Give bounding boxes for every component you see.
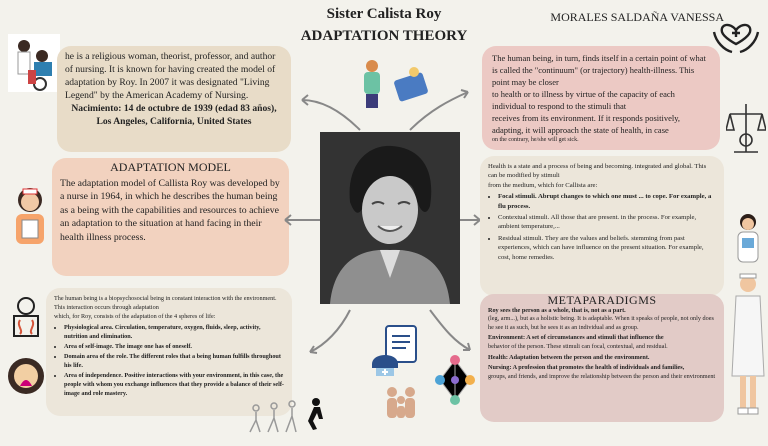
- continuum-text-2: to health or to illness by virtue of the capacity of each individual to respond to the stimuli that: [492, 89, 675, 111]
- bio-text: he is a religious woman, theorist, professor, and author of nursing. It is known for having created the model of adaptation by Roy. In 2007 it was designated "Living Legend" by the American Academy of Nursing.: [65, 51, 276, 101]
- list-item: • Physiological area. Circulation, temperature, oxygen, fluids, sleep, activity, nutrition and elimination.: [64, 323, 284, 341]
- person-statement: Roy sees the person as a whole, that is, not as a part.: [488, 306, 626, 314]
- continuum-text-3: receives from its environment. If it responds positively, adapting, it will approach the state of health, in case: [492, 113, 681, 135]
- page-subtitle: ADAPTATION THEORY: [300, 28, 468, 44]
- continuum-text-1: The human being, in turn, finds itself in a certain point of what is called the "continuum" (or trajectory) health-illness. This point may be closer: [492, 53, 706, 87]
- walking-people-icon: [244, 396, 334, 436]
- health-intro-2: from the medium, which for Callista are:: [488, 181, 598, 189]
- list-item: • Domain area of the role. The different roles that a being human fulfills throughout his life.: [64, 352, 284, 370]
- human-intro: The human being is a biopsychosocial being in constant interaction with the environment. This interaction occurs through adaptation: [54, 295, 277, 311]
- heart-hands-icon: [710, 8, 762, 54]
- metaparadigms-heading: METAPARADIGMS: [547, 294, 657, 307]
- bio-place: Los Angeles, California, United States: [96, 116, 252, 127]
- metaparadigms-card: [480, 294, 724, 422]
- nurse-icon: [8, 184, 52, 248]
- body-systems-icon: [6, 296, 46, 342]
- health-statement: Health: Adaptation between the person and the environment.: [488, 353, 650, 361]
- human-intro-2: which, for Roy, consists of the adaptation of the 4 spheres of life:: [54, 313, 216, 320]
- nurse-reading-icon: [730, 212, 766, 268]
- continuum-note: on the contrary, he/she will get sick.: [492, 137, 579, 143]
- author-name: MORALES SALDAÑA VANESSA: [550, 10, 724, 24]
- stimuli-list: [488, 192, 716, 262]
- list-item: • Residual stimuli. They are the values and beliefs. stemming from past experiences, which can have influence on the present situation. For example, cost, home remedies.: [498, 234, 716, 262]
- list-item: • Area of self-image. The image one has of oneself.: [64, 342, 284, 351]
- model-heading: ADAPTATION MODEL: [110, 160, 231, 174]
- page-title: Sister Calista Roy: [326, 6, 442, 22]
- adaptation-model-card: [52, 158, 289, 276]
- list-item: • Area of independence. Positive interactions with your environment, in this case, the people with whom you exchange influences that they provide a balance of their self-image and role mastery.: [64, 371, 284, 398]
- caregiver-illustration: [8, 34, 60, 92]
- medical-clipboard-icon: [368, 324, 422, 382]
- environment-detail: behavior of the person. These stimuli can focal, contextual, and residual.: [488, 342, 668, 350]
- model-text: The adaptation model of Callista Roy was developed by a nurse in 1964, in which he describes the human being as a being with the capabilities and resources to achieve an adaptation to the situation at hand facing in their health illness process.: [60, 177, 280, 243]
- nurse-standing-icon: [728, 272, 768, 418]
- bio-birth: Nacimiento: 14 de octubre de 1939 (edad 83 años),: [71, 103, 277, 114]
- network-people-icon: [432, 352, 478, 408]
- list-item: • Focal stimuli. Abrupt changes to which one must ... to cope. For example, a flu process.: [498, 192, 716, 211]
- list-item: • Contextual stimuli. All those that are present. in the process. For example, ambient temperature,...: [498, 213, 716, 232]
- nursing-detail: groups, and friends, and improve the relationship between the person and their environment: [488, 372, 716, 380]
- environment-statement: Environment: A set of circumstances and stimuli that influence the: [488, 334, 664, 342]
- health-stimuli-card: [480, 156, 724, 296]
- nursing-statement: Nursing: A profession that promotes the health of individuals and families,: [488, 364, 685, 372]
- life-spheres-list: [54, 323, 284, 398]
- family-icon: [384, 384, 418, 420]
- continuum-card: [482, 46, 720, 150]
- self-image-icon: [6, 356, 46, 396]
- biography-card: [57, 46, 291, 152]
- scales-icon: [726, 100, 766, 160]
- person-detail: (leg, arm...), but as a holistic being. It is adaptable. When it speaks of people, not only does he see it as such, but he sees it as an individual and as group.: [488, 315, 714, 331]
- health-intro: Health is a state and a process of being and becoming. integrated and global. This can be modified by stimuli: [488, 163, 707, 180]
- portrait-photo: [320, 132, 460, 304]
